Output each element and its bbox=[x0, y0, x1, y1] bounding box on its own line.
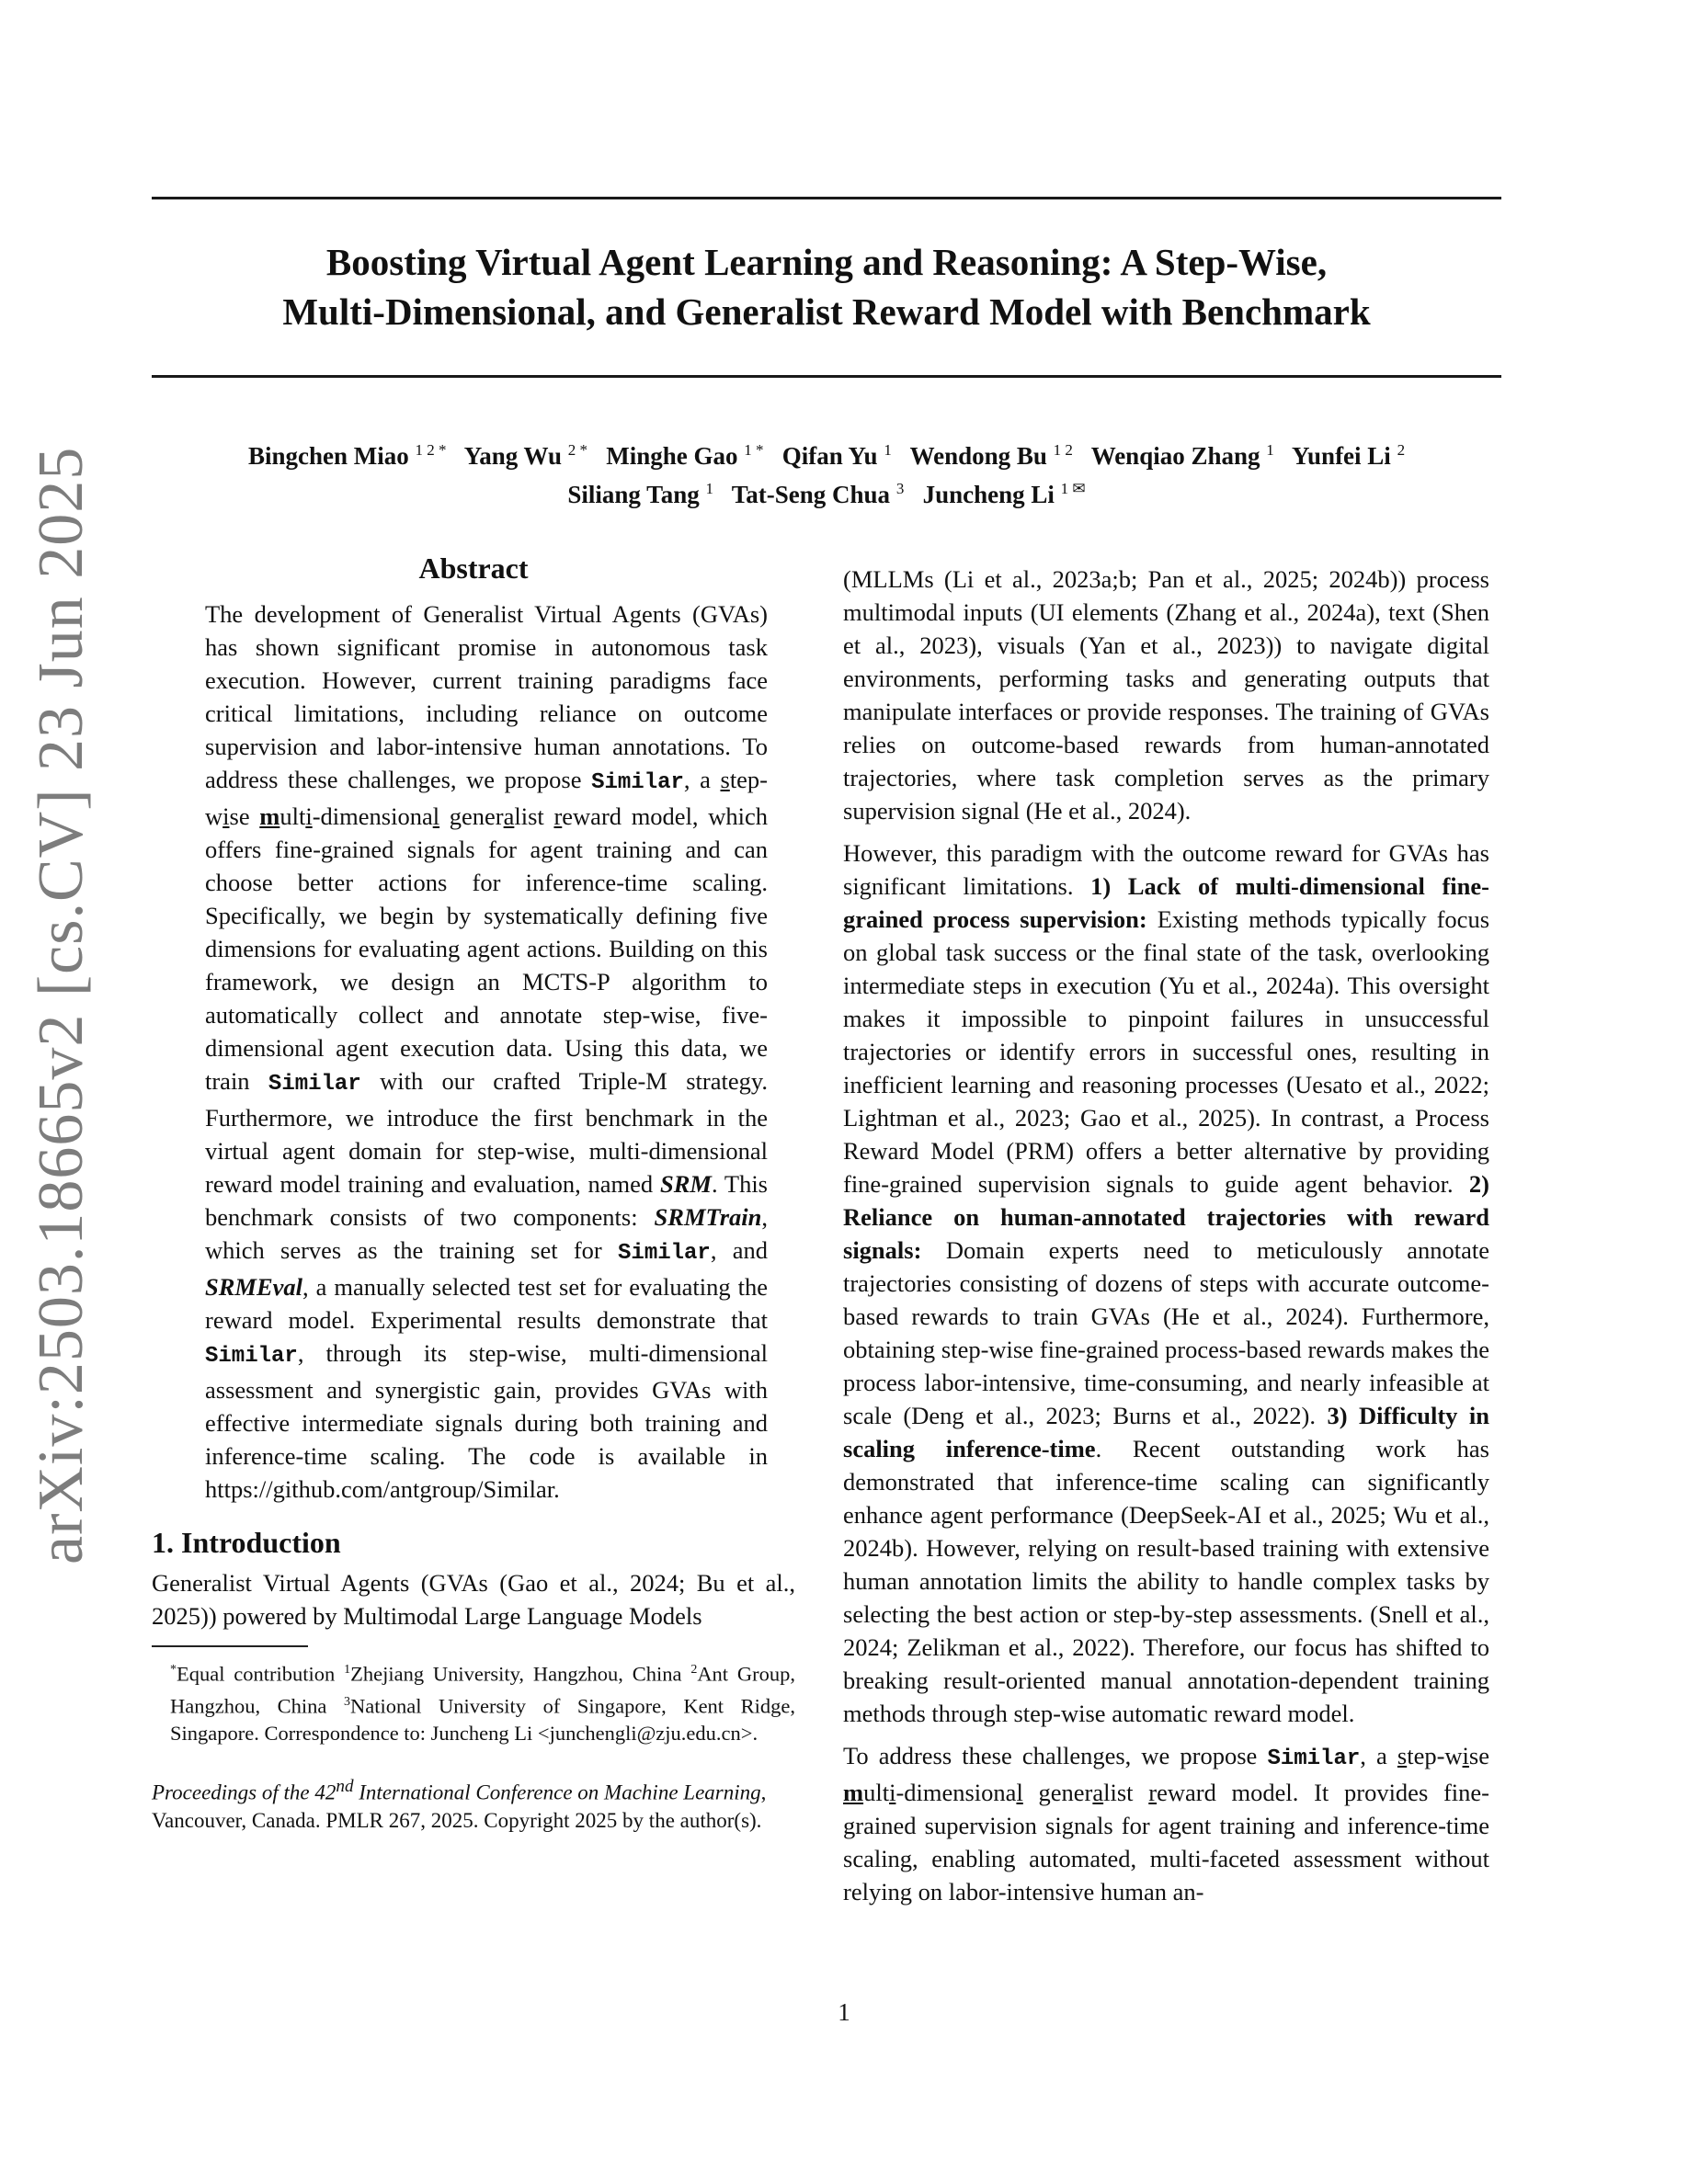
author-name: Juncheng Li bbox=[922, 481, 1055, 508]
body-span: gener bbox=[1022, 1779, 1093, 1806]
footnote-span: Equal contribution bbox=[177, 1662, 345, 1686]
footnote-span: Zhejiang University, Hangzhou, China bbox=[350, 1662, 691, 1686]
similar-name: Similar bbox=[618, 1241, 711, 1266]
author-affiliation: 2 * bbox=[567, 441, 588, 459]
acronym-letter: s bbox=[720, 766, 730, 793]
body-span: Domain experts need to meticulously annotate trajectories consisting of dozens of steps with accurate outcome-based rewards to train GVAs (He et al., 2024). Furthermore, obtaining step-wise fine-grained process-based rewards makes the process labor-intensive, time-consuming, and nearly infeasible at scale (Deng et al., 2023; Burns et al., 2022). bbox=[843, 1236, 1489, 1429]
right-column bbox=[843, 563, 1489, 1908]
srmeval-name: SRMEval bbox=[205, 1273, 303, 1301]
abstract-text bbox=[205, 597, 768, 1506]
limitation-2: 2) Reliance on human-annotated trajectories with reward signals: bbox=[843, 1170, 1489, 1264]
author-name: Yunfei Li bbox=[1292, 442, 1391, 470]
abstract-span: , which serves as the training set for bbox=[205, 1203, 768, 1264]
body-span: It provides fine-grained supervision signals for agent training and inference-time scaling, enabling automated, multi-faceted assessment without relying on labor-intensive human an- bbox=[843, 1779, 1489, 1905]
abstract-span: The development of Generalist Virtual Agents (GVAs) has shown significant promise in autonomous task execution. However, current training paradigms face critical limitations, including reliance on outcome supervision and labor-intensive human annotations. To address these challenges, we propose bbox=[205, 600, 768, 793]
abstract-span: . This benchmark consists of two components: bbox=[205, 1170, 768, 1231]
proceedings-span: nd bbox=[336, 1777, 354, 1796]
abstract-span: w bbox=[205, 802, 223, 830]
acronym-letter: i bbox=[1462, 1742, 1469, 1769]
footnote-mark: * bbox=[170, 1663, 177, 1677]
body-paragraph bbox=[843, 836, 1489, 1730]
author-list bbox=[152, 434, 1501, 511]
title-rule-top bbox=[152, 197, 1501, 199]
footnote-span: Ant Group, Hangzhou, China bbox=[170, 1662, 795, 1717]
author-line-2 bbox=[152, 472, 1501, 511]
abstract-span: eward model, bbox=[562, 802, 699, 830]
abstract-span: -dimensiona bbox=[312, 802, 433, 830]
proceedings-span: , Vancouver, Canada. PMLR 267, 2025. Copyright 2025 by the author(s). bbox=[152, 1780, 767, 1832]
footnote-mark: 1 bbox=[344, 1663, 351, 1677]
acronym-letter: r bbox=[1148, 1779, 1158, 1806]
abstract-span: ult bbox=[279, 802, 306, 830]
body-span: Existing methods typically focus on global task success or the final state of the task, overlooking intermediate steps in execution (Yu et al., 2024a). This oversight makes it impossible to pinpoint failures in unsuccessful trajectories or identify errors in successful ones, resulting in inefficient learning and reasoning processes (Uesato et al., 2022; Lightman et al., 2023; Gao et al., 2025). In contrast, a Process Reward Model (PRM) offers a better alternative by providing fine-grained supervision signals to guide agent behavior. bbox=[843, 905, 1490, 1198]
author-affiliation: 1 bbox=[705, 480, 713, 497]
body-paragraph: (MLLMs (Li et al., 2023a;b; Pan et al., 2025; 2024b)) process multimodal inputs (UI elements (Zhang et al., 2024a), text (Shen et al., 2023), visuals (Yan et al., 2023)) to navigate digital environments, performing tasks and generating outputs that manipulate interfaces or provide responses. The training of GVAs relies on outcome-based rewards from human-annotated trajectories, where task completion serves as the primary supervision signal (He et al., 2024). bbox=[843, 565, 1489, 825]
body-span: -dimensiona bbox=[895, 1779, 1017, 1806]
author-affiliation: 3 bbox=[895, 480, 905, 497]
acronym-letter: i bbox=[222, 802, 230, 830]
footnote-mark: 3 bbox=[343, 1694, 350, 1709]
similar-name: Similar bbox=[591, 770, 684, 795]
body-span: . Recent outstanding work has demonstrated that inference-time scaling can significantly enhance agent performance (DeepSeek-AI et al., 2025; Wu et al., 2024b). However, relying on result-based training with extensive human annotation limits the ability to handle complex tasks by selecting the best action or step-by-step assessments. (Snell et al., 2024; Zelikman et al., 2022). Therefore, our focus has shifted to breaking result-oriented manual annotation-dependent training methods through step-wise automatic reward model. bbox=[843, 1435, 1489, 1727]
similar-name: Similar bbox=[205, 1344, 298, 1369]
proceedings-span: Proceedings of the bbox=[152, 1780, 315, 1804]
footnote-mark: 2 bbox=[690, 1663, 698, 1677]
acronym-letter: m bbox=[843, 1779, 864, 1806]
proceedings-span: 42 bbox=[314, 1780, 336, 1804]
body-span: se bbox=[1468, 1742, 1489, 1769]
author-affiliation: 1 bbox=[1266, 441, 1274, 459]
body-span: ult bbox=[863, 1779, 890, 1806]
abstract-span: gener bbox=[439, 802, 504, 830]
author-name: Siliang Tang bbox=[567, 481, 700, 508]
title-line-1: Boosting Virtual Agent Learning and Reasoning: A Step-Wise, bbox=[325, 241, 1328, 283]
left-column bbox=[152, 552, 795, 1835]
paper-title bbox=[152, 237, 1501, 336]
author-affiliation: 1 2 bbox=[1053, 441, 1073, 459]
intro-paragraph: Generalist Virtual Agents (GVAs (Gao et al., 2024; Bu et al., 2025)) powered by Multimodal Large Language Models bbox=[152, 1569, 795, 1630]
abstract-span: , and bbox=[710, 1236, 768, 1264]
abstract-span: list bbox=[514, 802, 554, 830]
footnote-span: National University of Singapore, Kent Ridge, Singapore. Correspondence to: Juncheng Li <junchengli@zju.edu.cn>. bbox=[170, 1694, 795, 1745]
author-name: Minghe Gao bbox=[606, 442, 738, 470]
limitation-1: 1) Lack of multi-dimensional fine-grained process supervision: bbox=[843, 872, 1489, 933]
acronym-letter: l bbox=[432, 802, 440, 830]
page-number: 1 bbox=[838, 1998, 850, 2026]
abstract-heading: Abstract bbox=[418, 552, 529, 585]
author-name: Yang Wu bbox=[463, 442, 563, 470]
author-affiliation: 1 2 * bbox=[415, 441, 447, 459]
acronym-letter: l bbox=[1016, 1779, 1023, 1806]
proceedings-note bbox=[152, 1773, 795, 1835]
title-line-2: Multi-Dimensional, and Generalist Reward Model with Benchmark bbox=[282, 290, 1371, 333]
acronym-letter: m bbox=[259, 802, 280, 830]
proceedings-span: International Conference on Machine Learning bbox=[353, 1780, 761, 1804]
abstract-span: , a manually selected test set for evaluating the reward model. Experimental results demonstrate that bbox=[205, 1273, 768, 1334]
body-span: To address these challenges, we propose bbox=[843, 1742, 1268, 1769]
author-name: Wendong Bu bbox=[909, 442, 1047, 470]
author-affiliation: 1 * bbox=[744, 441, 764, 459]
footnote bbox=[152, 1656, 795, 1747]
similar-name: Similar bbox=[268, 1072, 361, 1097]
acronym-letter: s bbox=[1397, 1742, 1408, 1769]
acronym-letter: i bbox=[889, 1779, 896, 1806]
body-span: w bbox=[1444, 1742, 1463, 1769]
arxiv-side-label: arXiv:2503.18665v2 [cs.CV] 23 Jun 2025 bbox=[26, 446, 97, 1564]
similar-name: Similar bbox=[1267, 1746, 1361, 1771]
acronym-letter: i bbox=[305, 802, 313, 830]
author-name: Tat-Seng Chua bbox=[731, 481, 891, 508]
abstract-span: se bbox=[229, 802, 260, 830]
title-rule-bottom bbox=[152, 375, 1501, 378]
acronym-letter: a bbox=[1092, 1779, 1104, 1806]
body-span: However, this paradigm with the outcome reward for GVAs has significant limitations. bbox=[843, 839, 1489, 900]
body-span: tep- bbox=[1407, 1742, 1445, 1769]
limitation-3: 3) Difficulty in scaling inference-time bbox=[843, 1402, 1489, 1462]
abstract-span: tep- bbox=[729, 766, 769, 793]
abstract-span: which offers fine-grained signals for agent training and can choose better actions for inference-time scaling. Specifically, we begin by systematically defining five dimensions for evaluating agent actions. Building on this framework, we design an MCTS-P algorithm to automatically collect and annotate step-wise, five-dimensional agent execution data. Using this data, we train bbox=[205, 802, 768, 1095]
footnote-rule bbox=[152, 1645, 308, 1647]
body-paragraph bbox=[843, 1739, 1489, 1908]
body-span: eward model. bbox=[1157, 1779, 1299, 1806]
acronym-letter: r bbox=[553, 802, 563, 830]
abstract-span: , through its step-wise, multi-dimensional assessment and synergistic gain, provides GVAs with effective intermediate signals during both training and inference-time scaling. The code is available in https://github.com/antgroup/Similar. bbox=[205, 1339, 768, 1503]
author-affiliation: 1 bbox=[884, 441, 892, 459]
section-heading-introduction: 1. Introduction bbox=[152, 1526, 341, 1559]
author-name: Bingchen Miao bbox=[247, 442, 409, 470]
body-span: , a bbox=[1360, 1742, 1397, 1769]
srmtrain-name: SRMTrain bbox=[654, 1203, 762, 1231]
abstract-span: with our crafted Triple-M strategy. Furthermore, we introduce the first benchmark in the virtual agent domain for step-wise, multi-dimensional reward model training and evaluation, named bbox=[205, 1067, 768, 1198]
author-affiliation: 2 bbox=[1397, 441, 1406, 459]
body-span: list bbox=[1103, 1779, 1149, 1806]
author-name: Qifan Yu bbox=[781, 442, 878, 470]
acronym-letter: a bbox=[503, 802, 515, 830]
author-affiliation: 1 ✉ bbox=[1060, 480, 1086, 497]
author-name: Wenqiao Zhang bbox=[1090, 442, 1260, 470]
srm-name: SRM bbox=[659, 1170, 712, 1198]
abstract-span: , a bbox=[683, 766, 721, 793]
author-line-1 bbox=[152, 434, 1501, 472]
